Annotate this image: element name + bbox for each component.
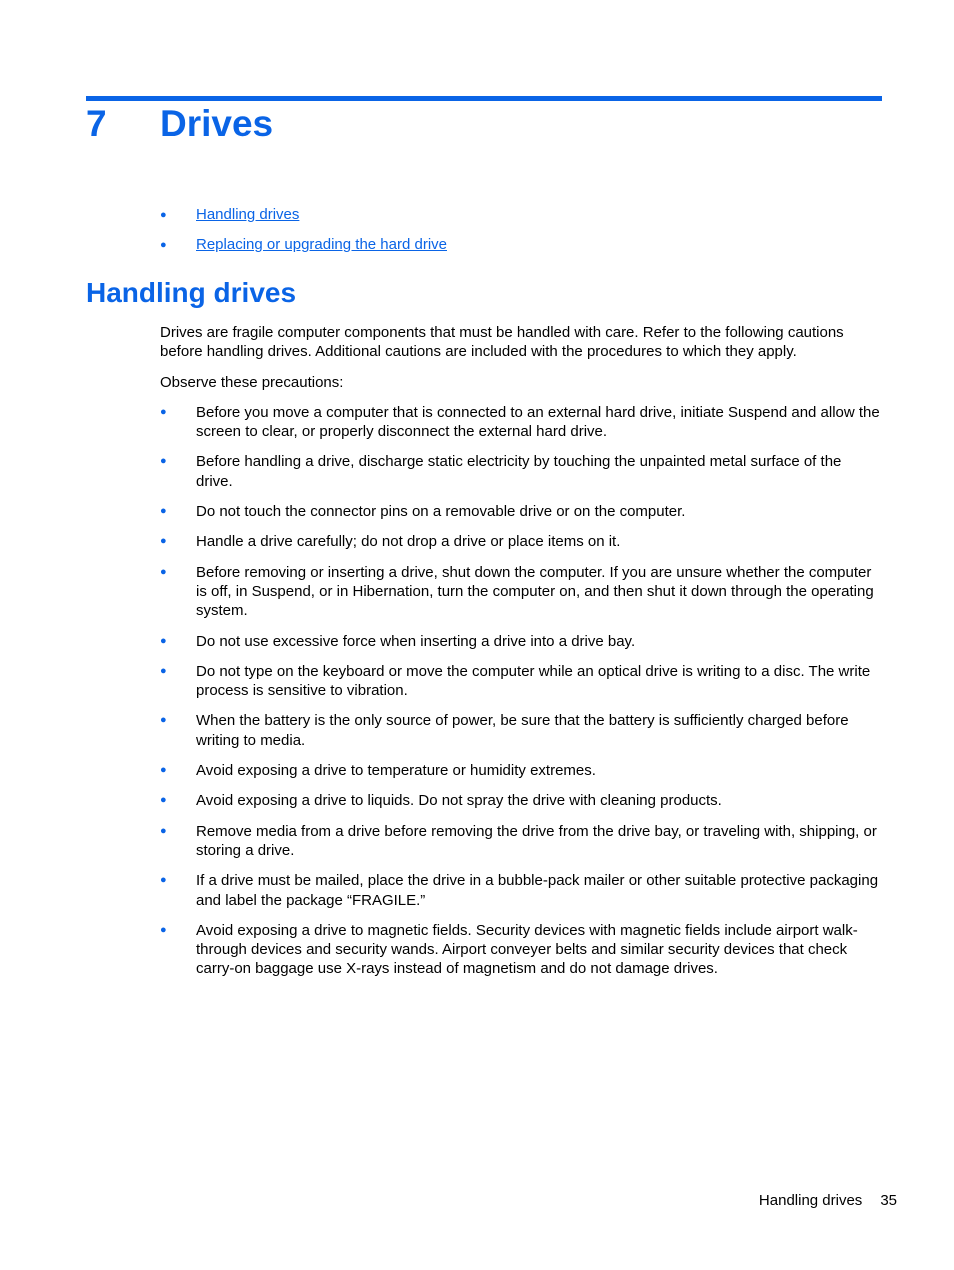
toc-link-handling-drives[interactable]: Handling drives (196, 206, 300, 223)
page-footer (759, 1191, 897, 1211)
bullet-icon: ● (160, 455, 167, 468)
toc-link-replacing-hard-drive[interactable]: Replacing or upgrading the hard drive (196, 236, 447, 253)
list-item (160, 532, 882, 551)
list-item (160, 502, 882, 521)
bullet-icon: ● (160, 794, 167, 807)
list-item (160, 761, 882, 780)
bullet-icon: ● (160, 239, 167, 251)
bullet-icon: ● (160, 634, 167, 647)
bullet-icon: ● (160, 505, 167, 518)
bullet-icon: ● (160, 874, 167, 887)
list-item (160, 403, 882, 442)
bullet-icon: ● (160, 764, 167, 777)
intro-paragraph: Drives are fragile computer components that must be handled with care. Refer to the following cautions before handling drives. Additional cautions are included with the procedures to which they apply. (160, 324, 844, 361)
precaution-text: Remove media from a drive before removing the drive from the drive bay, or traveling with, shipping, or storing a drive. (196, 822, 877, 859)
list-item (160, 871, 882, 910)
section-title: Handling drives (86, 277, 297, 308)
precaution-text: Handle a drive carefully; do not drop a drive or place items on it. (196, 533, 621, 551)
bullet-icon: ● (160, 664, 167, 677)
footer-section-label: Handling drives (758, 1192, 863, 1209)
bullet-icon: ● (160, 565, 167, 578)
page-number: 35 (880, 1192, 897, 1209)
bullet-icon: ● (160, 923, 167, 936)
precaution-text: Avoid exposing a drive to liquids. Do not spray the drive with cleaning products. (196, 792, 722, 810)
precaution-text: If a drive must be mailed, place the drive in a bubble-pack mailer or other suitable protective packaging and label the package “FRAGILE.” (196, 872, 879, 909)
lead-in-paragraph: Observe these precautions: (160, 373, 344, 391)
chapter-title-text: Drives (160, 103, 274, 144)
precautions-list (160, 403, 882, 979)
list-item (160, 791, 882, 810)
bullet-icon: ● (160, 405, 167, 418)
list-item (160, 563, 882, 621)
list-item (160, 452, 882, 491)
precaution-text: When the battery is the only source of power, be sure that the battery is sufficiently charged before writing to media. (196, 712, 849, 749)
precaution-text: Avoid exposing a drive to magnetic fields. Security devices with magnetic fields include airport walk-through devices and security wands. Airport conveyer belts and similar security devices that check carry-on baggage use X-rays instead of magnetism and do not damage drives. (196, 921, 858, 978)
list-item (160, 711, 882, 750)
bullet-icon: ● (160, 535, 167, 548)
list-item (160, 822, 882, 861)
list-item (160, 632, 882, 651)
list-item (160, 662, 882, 701)
precaution-text: Avoid exposing a drive to temperature or humidity extremes. (196, 762, 596, 780)
precaution-text: Do not type on the keyboard or move the computer while an optical drive is writing to a disc. The write process is sensitive to vibration. (196, 662, 871, 700)
chapter-title (86, 99, 273, 149)
precaution-text: Do not touch the connector pins on a removable drive or on the computer. (196, 503, 686, 521)
chapter-number: 7 (86, 103, 107, 144)
bullet-icon: ● (160, 824, 167, 837)
precaution-text: Do not use excessive force when inserting a drive into a drive bay. (196, 632, 636, 650)
bullet-icon: ● (160, 714, 167, 727)
precaution-text: Before removing or inserting a drive, shut down the computer. If you are unsure whether the computer is off, in Suspend, or in Hibernation, turn the computer on, and then shut it down through the operating system. (196, 563, 874, 620)
bullet-icon: ● (160, 209, 167, 221)
section-body (160, 323, 882, 990)
precaution-text: Before you move a computer that is connected to an external hard drive, initiate Suspend and allow the screen to clear, or properly disconnect the external hard drive. (196, 403, 880, 441)
precaution-text: Before handling a drive, discharge static electricity by touching the unpainted metal surface of the drive. (196, 453, 842, 490)
list-item (160, 921, 882, 979)
